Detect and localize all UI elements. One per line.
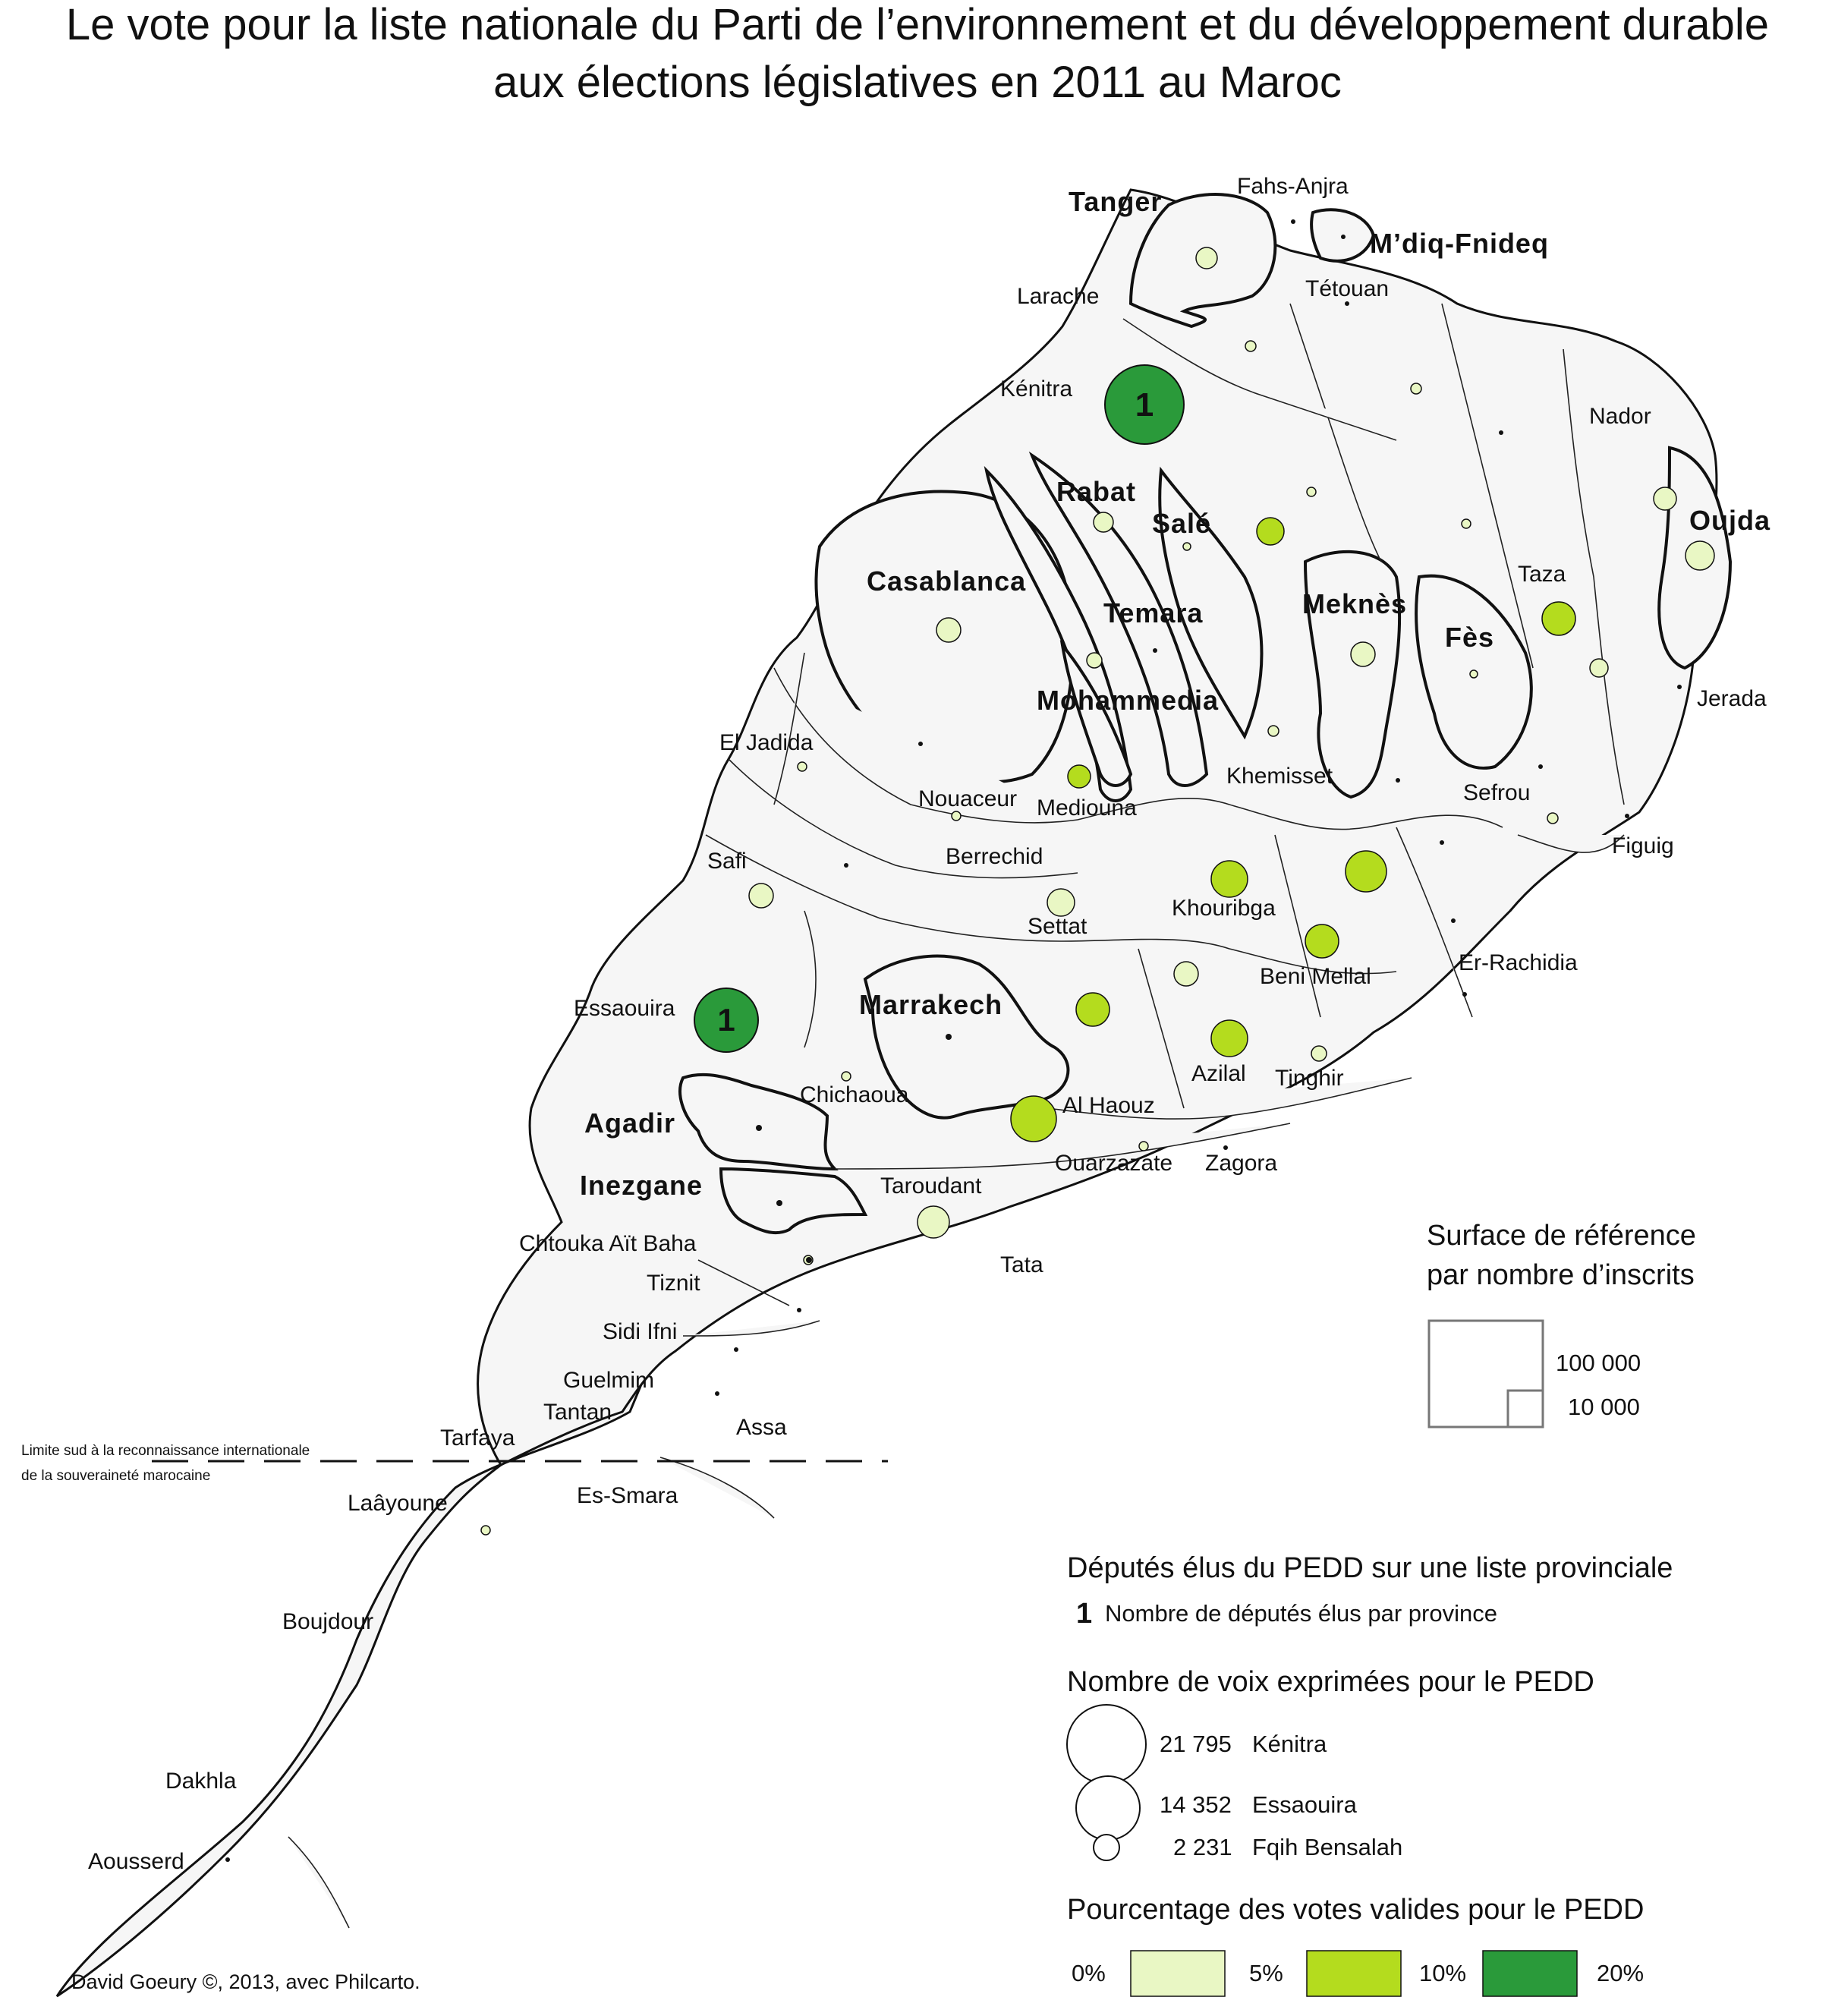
label-marrakech: Marrakech <box>859 989 1003 1020</box>
legend-voix-name-1: Kénitra <box>1252 1731 1327 1757</box>
label-azilal: Azilal <box>1191 1061 1246 1086</box>
circle-taourirt <box>1590 659 1608 677</box>
dot-tantan <box>715 1391 719 1396</box>
circle-oujda <box>1685 541 1714 570</box>
label-berrechid: Berrechid <box>946 844 1043 869</box>
dot-errachidia <box>1451 918 1456 923</box>
legend-voix-circle-large <box>1067 1705 1146 1784</box>
legend-pourcentage <box>1067 1894 1644 1996</box>
dot-khenifra <box>1440 840 1444 845</box>
dot-inezgane <box>776 1200 782 1206</box>
label-laayoune: Laâyoune <box>348 1491 448 1516</box>
legend-deputes-description: Nombre de députés élus par province <box>1105 1600 1497 1627</box>
label-jerada: Jerada <box>1697 686 1767 711</box>
circle-rhamna <box>1076 993 1109 1026</box>
circle-nador <box>1654 487 1676 510</box>
dot-agadir <box>756 1125 762 1131</box>
label-khemisset: Khemisset <box>1226 764 1333 789</box>
legend-pct-label-5: 5% <box>1249 1960 1283 1986</box>
map-credit: David Goeury ©, 2013, avec Philcarto. <box>71 1970 420 1993</box>
label-mediouna: Mediouna <box>1037 795 1137 821</box>
label-tantan: Tantan <box>543 1400 612 1425</box>
circle-ouarzazate <box>1139 1142 1148 1151</box>
legend-surface-title-2: par nombre d’inscrits <box>1427 1259 1695 1291</box>
label-essaouira: Essaouira <box>574 996 675 1021</box>
legend-pct-label-20: 20% <box>1597 1960 1645 1986</box>
dot-boulemane <box>1538 764 1543 769</box>
dot-mohammedia <box>1153 648 1157 653</box>
label-limite-line1: Limite sud à la reconnaissance internationale <box>21 1443 310 1459</box>
legend-pct-title: Pourcentage des votes valides pour le PEDD <box>1067 1894 1645 1926</box>
circle-safi <box>749 884 773 908</box>
label-inezgane: Inezgane <box>580 1170 703 1201</box>
circle-settat <box>1047 889 1075 916</box>
dot-tiznit <box>797 1308 801 1312</box>
circle-sale <box>1257 518 1284 545</box>
dot-chtouka <box>806 1257 812 1263</box>
label-sefrou: Sefrou <box>1463 780 1531 805</box>
legend-pct-box-5-10 <box>1307 1951 1401 1996</box>
dot-larache <box>1345 301 1349 306</box>
circle-chefchaouen <box>1411 383 1421 394</box>
circle-khemisset <box>1268 726 1279 736</box>
dot-hoceima <box>1462 519 1471 528</box>
legend-pct-box-10-20 <box>1483 1951 1577 1996</box>
label-settat: Settat <box>1028 914 1087 939</box>
legend-voix-name-3: Fqih Bensalah <box>1252 1834 1403 1860</box>
circle-al-haouz <box>1011 1096 1056 1142</box>
dot-guelmim <box>734 1347 738 1352</box>
dot-mdiq <box>1341 235 1346 239</box>
label-el-jadida: El Jadida <box>719 730 814 755</box>
legend-voix-title: Nombre de voix exprimées pour le PEDD <box>1067 1666 1594 1698</box>
label-al-haouz: Al Haouz <box>1062 1093 1155 1118</box>
legend-pct-label-10: 10% <box>1419 1960 1467 1986</box>
label-chtouka: Chtouka Aït Baha <box>519 1231 697 1256</box>
legend-surface <box>1427 1220 1696 1427</box>
legend-voix <box>1067 1666 1594 1860</box>
label-chichaoua: Chichaoua <box>800 1082 909 1107</box>
dot-figuig <box>1625 814 1629 818</box>
circle-azilal <box>1211 1020 1248 1057</box>
dot-ifrane <box>1396 778 1400 783</box>
label-fes: Fès <box>1445 622 1495 653</box>
circle-temara <box>1087 653 1102 668</box>
dot-dakhla <box>225 1857 230 1862</box>
label-nador: Nador <box>1589 404 1651 429</box>
legend-voix-value-2: 14 352 <box>1160 1791 1232 1818</box>
circle-el-jadida <box>798 762 807 771</box>
label-tata: Tata <box>1000 1252 1043 1277</box>
circle-casablanca <box>936 618 961 642</box>
label-larache: Larache <box>1017 284 1100 309</box>
dot-jerada <box>1677 685 1682 689</box>
circle-beni-mellal <box>1305 925 1339 958</box>
circle-rabat <box>1094 512 1113 532</box>
legend-surface-small-value: 10 000 <box>1568 1394 1640 1420</box>
label-er-rachidia: Er-Rachidia <box>1459 950 1578 975</box>
label-assa: Assa <box>736 1415 787 1440</box>
legend-voix-value-1: 21 795 <box>1160 1731 1232 1757</box>
label-meknes: Meknès <box>1302 588 1408 619</box>
legend-surface-big-value: 100 000 <box>1556 1350 1641 1376</box>
dot-midelt <box>1462 992 1467 997</box>
circle-tetouan <box>1245 341 1256 351</box>
legend-pct-label-0: 0% <box>1072 1960 1106 1986</box>
dot-youssoufia <box>844 863 848 868</box>
label-rabat: Rabat <box>1056 476 1137 507</box>
legend-deputes-title: Députés élus du PEDD sur une liste provinciale <box>1067 1552 1673 1584</box>
label-tarfaya: Tarfaya <box>440 1425 515 1451</box>
sahara-branch <box>288 1837 349 1928</box>
label-zagora: Zagora <box>1205 1151 1278 1176</box>
label-taroudant: Taroudant <box>880 1173 982 1199</box>
legend-voix-circle-small <box>1094 1835 1119 1860</box>
legend-deputes-number: 1 <box>1076 1598 1093 1630</box>
dot-fahs-anjra <box>1291 219 1295 224</box>
label-tetouan: Tétouan <box>1305 276 1390 301</box>
circle-berrechid <box>952 811 961 821</box>
circle-taza <box>1542 602 1575 635</box>
label-fahs-anjra: Fahs-Anjra <box>1237 174 1349 199</box>
label-sidi-ifni: Sidi Ifni <box>603 1319 678 1344</box>
label-ouarzazate: Ouarzazate <box>1055 1151 1173 1176</box>
label-boujdour: Boujdour <box>282 1609 374 1634</box>
label-casablanca: Casablanca <box>867 565 1027 597</box>
label-mohammedia: Mohammedia <box>1037 685 1220 716</box>
label-guelmim: Guelmim <box>563 1368 655 1393</box>
label-oujda: Oujda <box>1689 505 1771 536</box>
label-temara: Temara <box>1103 597 1204 628</box>
circle-chichaoua <box>842 1072 851 1081</box>
legend-surface-square-big <box>1429 1321 1543 1427</box>
dot-nouaceur <box>918 742 923 746</box>
legend-voix-name-2: Essaouira <box>1252 1791 1357 1818</box>
legend-surface-square-small <box>1508 1391 1543 1427</box>
circle-taroudant <box>918 1206 949 1238</box>
label-figuig: Figuig <box>1612 833 1674 858</box>
legend-voix-circle-medium <box>1076 1776 1140 1840</box>
legend-pct-box-0-5 <box>1131 1951 1225 1996</box>
circle-khouribga <box>1211 861 1248 897</box>
label-mdiq: M’diq-Fnideq <box>1370 228 1549 259</box>
dot-sale <box>1183 543 1191 550</box>
seat-count-kenitra: 1 <box>1135 386 1154 424</box>
label-tinghir: Tinghir <box>1275 1066 1344 1091</box>
circle-el-kelaa <box>1174 962 1198 986</box>
circle-sefrou <box>1547 813 1558 824</box>
label-taza: Taza <box>1518 562 1566 587</box>
circle-meknes <box>1351 642 1375 666</box>
dot-marrakech <box>946 1034 952 1040</box>
label-beni-mellal: Beni Mellal <box>1260 964 1371 989</box>
dot-zagora <box>1223 1145 1228 1150</box>
label-agadir: Agadir <box>584 1107 676 1139</box>
circle-laayoune <box>481 1526 490 1535</box>
label-es-smara: Es-Smara <box>577 1483 678 1508</box>
map-title-line1: Le vote pour la liste nationale du Parti de l’environnement et du développement durable <box>65 0 1770 49</box>
legend-surface-title-1: Surface de référence <box>1427 1220 1696 1252</box>
label-safi: Safi <box>707 849 747 874</box>
label-dakhla: Dakhla <box>165 1769 237 1794</box>
seat-count-essaouira: 1 <box>717 1002 735 1038</box>
label-sale: Salé <box>1152 508 1212 539</box>
label-kenitra: Kénitra <box>1000 376 1073 402</box>
label-limite-line2: de la souveraineté marocaine <box>21 1468 211 1484</box>
map-title-line2: aux élections législatives en 2011 au Maroc <box>493 58 1342 107</box>
label-khouribga: Khouribga <box>1172 896 1276 921</box>
label-tiznit: Tiznit <box>647 1271 700 1296</box>
legend-deputes <box>1067 1552 1673 1630</box>
dot-taounate <box>1499 430 1503 435</box>
dot-fes <box>1470 670 1478 678</box>
circle-tinghir <box>1311 1046 1327 1061</box>
circle-mediouna <box>1068 765 1091 788</box>
label-nouaceur: Nouaceur <box>918 786 1018 811</box>
circle-fqih-bensalah <box>1346 851 1386 892</box>
label-aousserd: Aousserd <box>88 1849 184 1874</box>
circle-tanger <box>1196 247 1217 269</box>
legend-voix-value-3: 2 231 <box>1173 1834 1232 1860</box>
label-tanger: Tanger <box>1069 186 1163 217</box>
circle-sidi-kacem <box>1307 487 1316 496</box>
